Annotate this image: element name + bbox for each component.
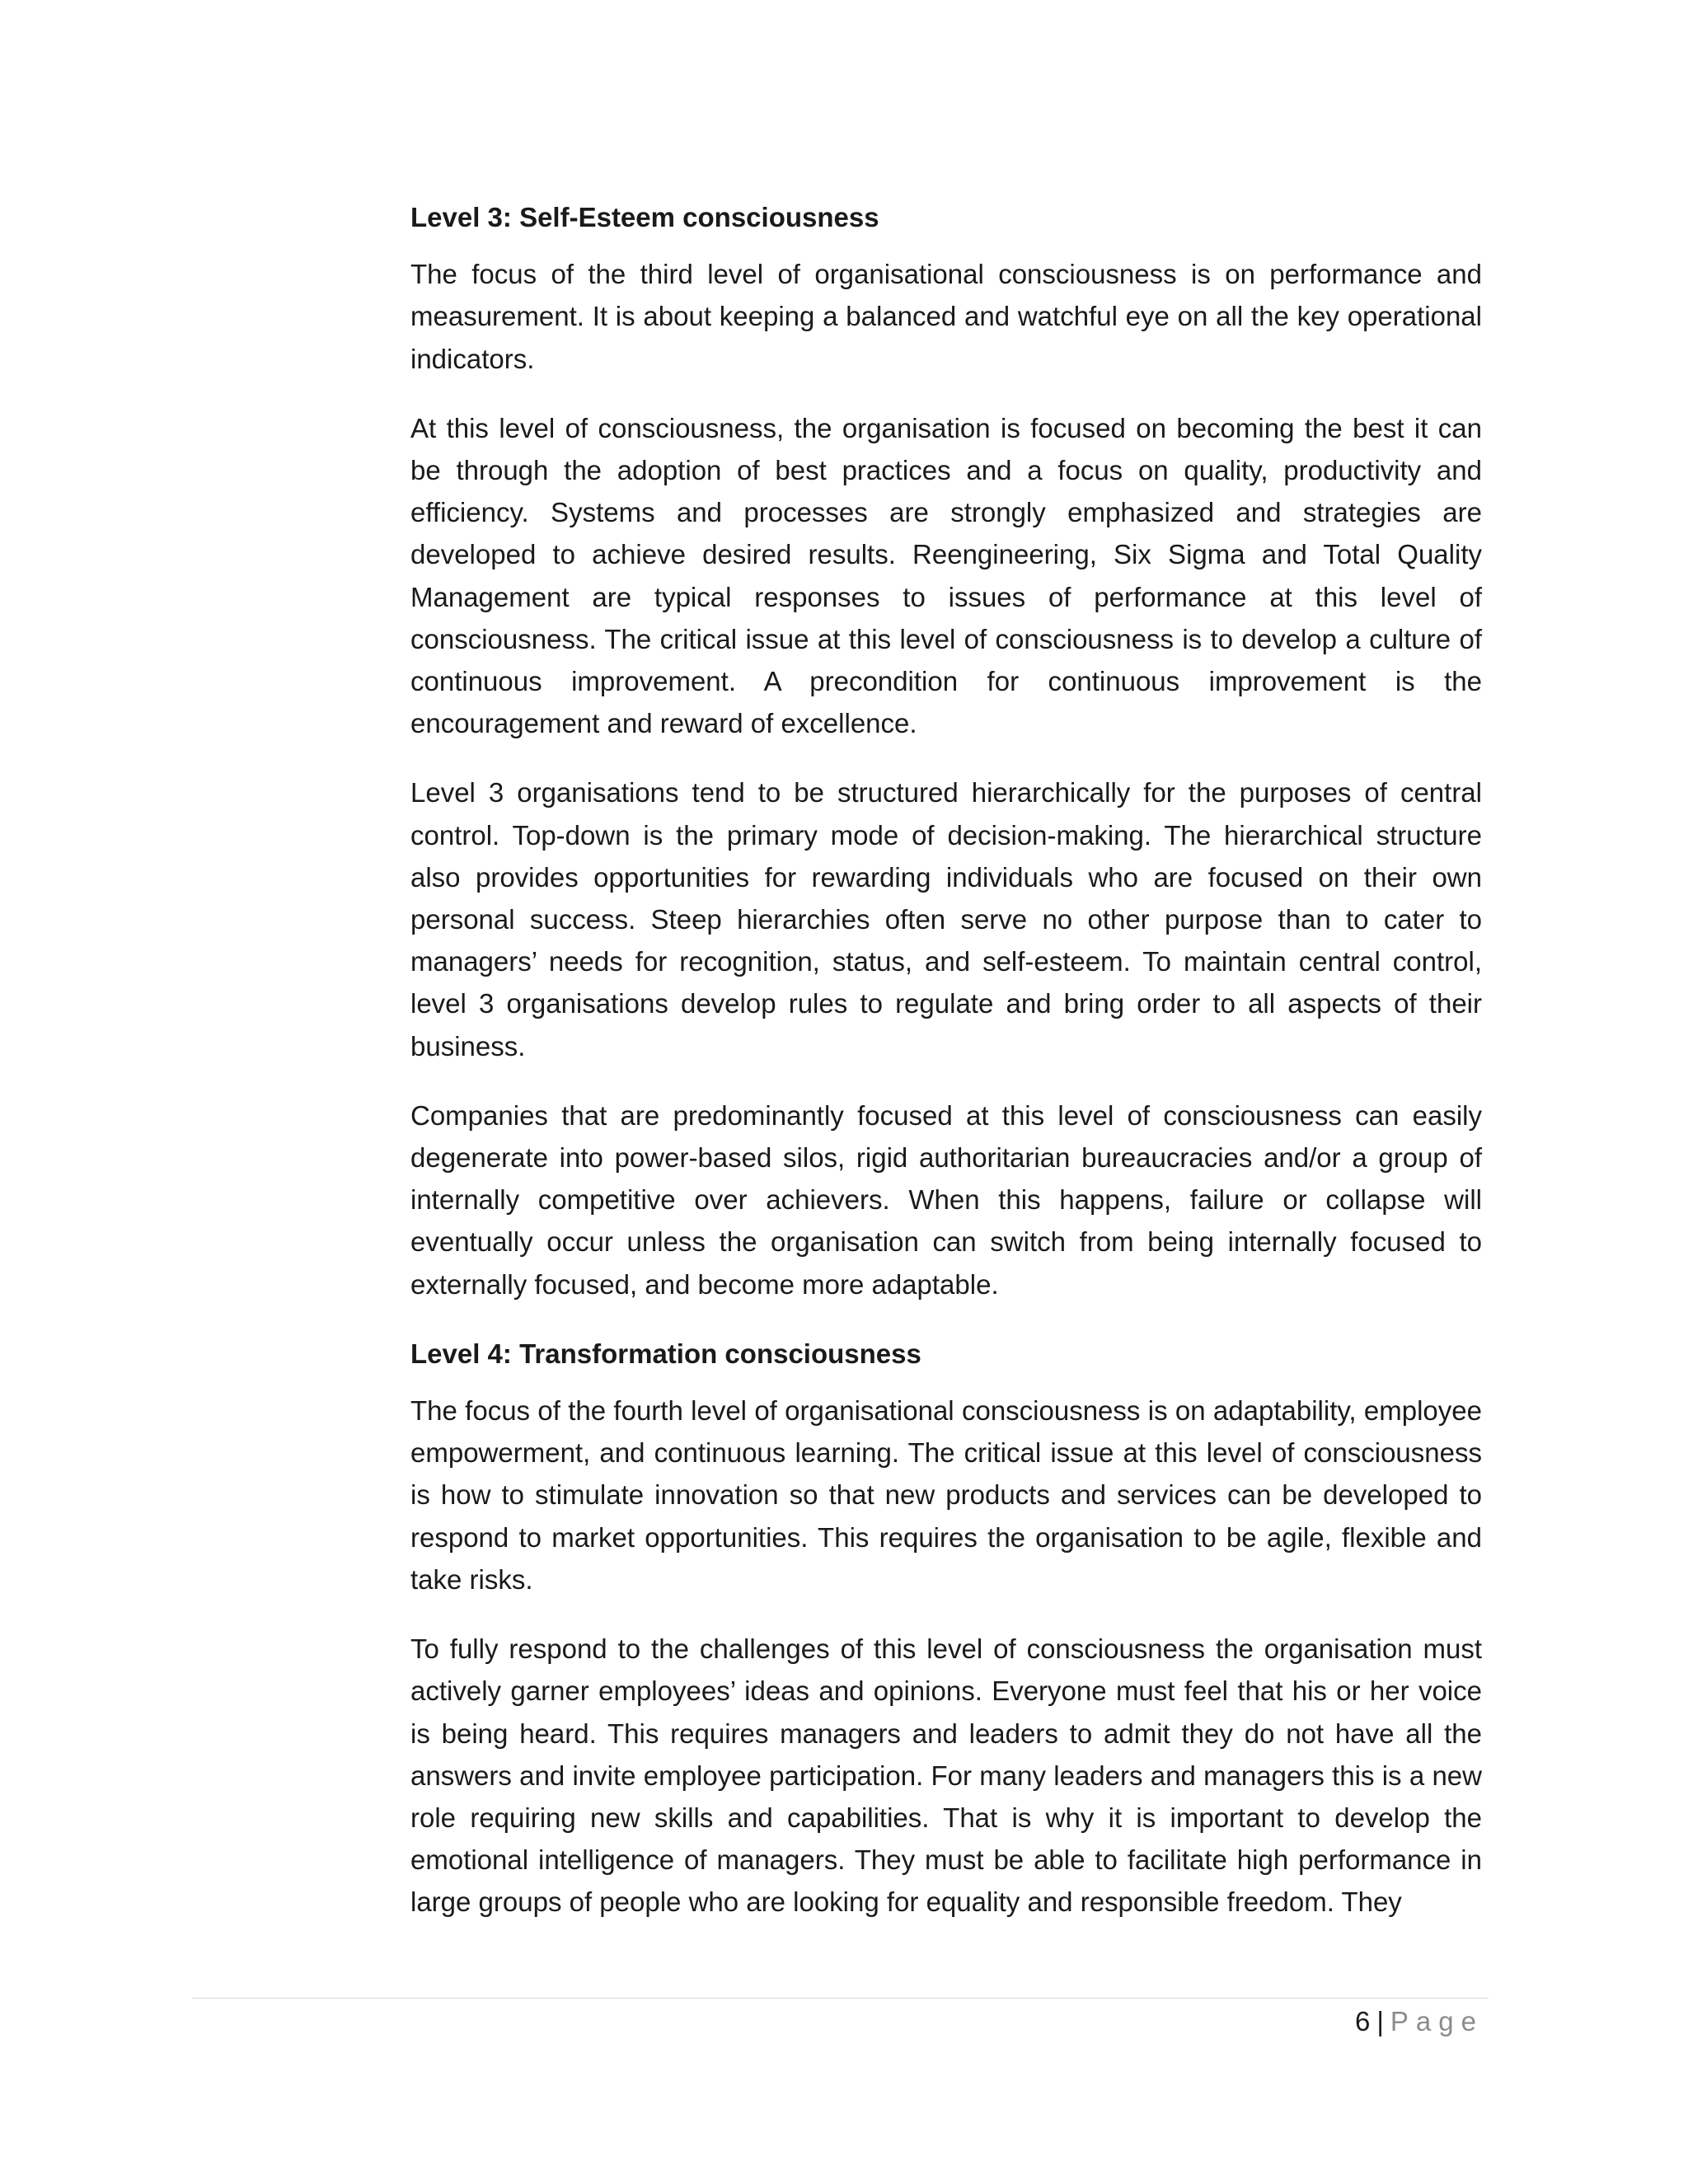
paragraph: Companies that are predominantly focused at this level of consciousness can easily degenerate into power-based silos, rigid authoritarian bureaucracies and/or a group of internally competitive over achievers. When this happens, failure or collapse will eventually occur unless the organisation can switch from being internally focused to externally focused, and become more adaptable. xyxy=(410,1099,1482,1300)
footer-divider xyxy=(192,1998,1489,1999)
document-body xyxy=(410,196,1482,1951)
paragraph: The focus of the fourth level of organisational consciousness is on adaptability, employee empowerment, and continuous learning. The critical issue at this level of consciousness is how to stimulate innovation so that new products and services can be developed to respond to market opportunities. This requires the organisation to be agile, flexible and take risks. xyxy=(410,1395,1482,1595)
paragraph: The focus of the third level of organisational consciousness is on performance and measurement. It is about keeping a balanced and watchful eye on all the key operational indicators. xyxy=(410,259,1482,374)
footer-separator: | xyxy=(1376,2006,1384,2036)
page-footer xyxy=(1355,2001,1484,2042)
section-heading-level-4: Level 4: Transformation consciousness xyxy=(410,1338,921,1369)
page-label: Page xyxy=(1390,2006,1484,2036)
paragraph: At this level of consciousness, the organisation is focused on becoming the best it can be through the adoption of best practices and a focus on quality, productivity and efficiency. Systems and processes are strongly emphasized and strategies are developed to achieve desired results. Reengineering, Six Sigma and Total Quality Management are typical responses to issues of performance at this level of consciousness. The critical issue at this level of consciousness is to develop a culture of continuous improvement. A precondition for continuous improvement is the encouragement and reward of excellence. xyxy=(410,412,1482,739)
page-number: 6 xyxy=(1354,2006,1371,2036)
section-heading-level-3: Level 3: Self-Esteem consciousness xyxy=(410,202,879,232)
paragraph: Level 3 organisations tend to be structured hierarchically for the purposes of central control. Top-down is the primary mode of decision-making. The hierarchical structure also provides opportunities for rewarding individuals who are focused on their own personal success. Steep hierarchies often serve no other purpose than to cater to managers’ needs for recognition, status, and self-esteem. To maintain central control, level 3 organisations develop rules to regulate and bring order to all aspects of their business. xyxy=(410,777,1482,1062)
paragraph: To fully respond to the challenges of this level of consciousness the organisation must actively garner employees’ ideas and opinions. Everyone must feel that his or her voice is being heard. This requires managers and leaders to admit they do not have all the answers and invite employee participation. For many leaders and managers this is a new role requiring new skills and capabilities. That is why it is important to develop the emotional intelligence of managers. They must be able to facilitate high performance in large groups of people who are looking for equality and responsible freedom. They xyxy=(410,1633,1482,1918)
